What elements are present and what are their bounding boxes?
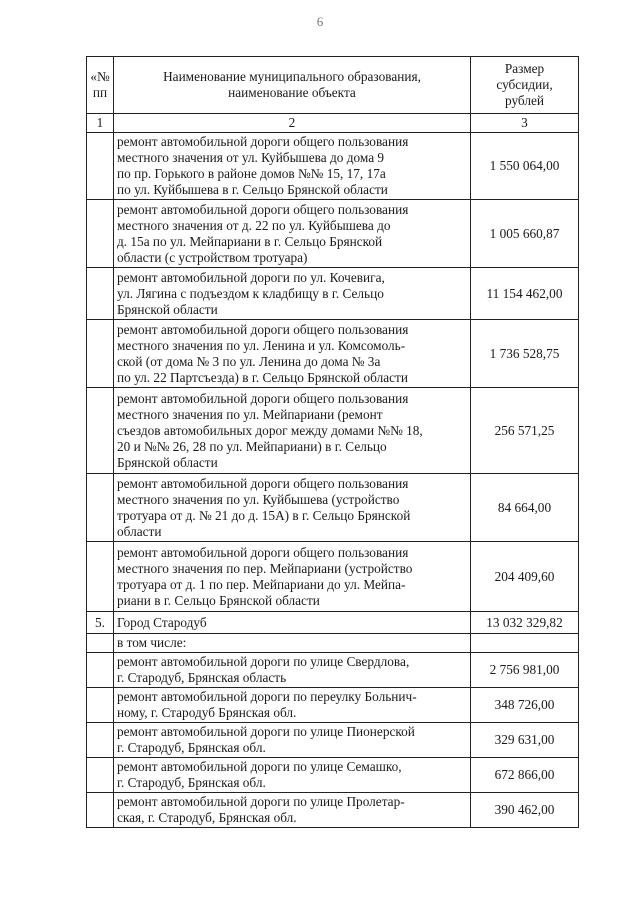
column-number: 2 [114, 114, 471, 133]
subsidy-amount: 329 631,00 [471, 723, 579, 758]
table-row [87, 268, 579, 320]
object-name: ремонт автомобильной дороги общего пользования местного значения от ул. Куйбышева до дома 9 по пр. Горького в районе домов №№ 15, 17, 17а по ул. Куйбышева в г. Сельцо Брянской области [114, 133, 471, 200]
table-row [87, 388, 579, 474]
object-name: ремонт автомобильной дороги общего пользования местного значения по ул. Мейпариани (ремонт съездов автомобильных дорог между домами №№ 18, 20 и №№ 26, 28 по ул. Мейпариани) в г. Сельцо Брянской области [114, 388, 471, 474]
object-name: в том числе: [114, 634, 471, 653]
object-name: ремонт автомобильной дороги общего пользования местного значения от д. 22 по ул. Куйбышева до д. 15а по ул. Мейпариани в г. Сельцо Брянской области (с устройством тротуара) [114, 200, 471, 268]
row-number [87, 388, 114, 474]
object-name: ремонт автомобильной дороги по переулку Больнич- ному, г. Стародуб Брянская обл. [114, 688, 471, 723]
subsidy-amount: 1 005 660,87 [471, 200, 579, 268]
object-name: ремонт автомобильной дороги общего пользования местного значения по ул. Ленина и ул. Комсомоль- ской (от дома № 3 по ул. Ленина до дома № 3а по ул. 22 Партсъезда) в г. Сельцо Брянской области [114, 320, 471, 388]
object-name: ремонт автомобильной дороги общего пользования местного значения по пер. Мейпариани (устройство тротуара от д. 1 по пер. Мейпариани до ул. Мейпа- риани в г. Сельцо Брянской области [114, 542, 471, 612]
subsidy-amount: 672 866,00 [471, 758, 579, 793]
object-name: ремонт автомобильной дороги по ул. Кочевига, ул. Лягина с подъездом к кладбищу в г. Сельцо Брянской области [114, 268, 471, 320]
column-number: 3 [471, 114, 579, 133]
table-row [87, 653, 579, 688]
subsidy-amount: 13 032 329,82 [471, 612, 579, 634]
object-name: ремонт автомобильной дороги по улице Свердлова, г. Стародуб, Брянская область [114, 653, 471, 688]
subsidy-amount: 204 409,60 [471, 542, 579, 612]
column-number: 1 [87, 114, 114, 133]
table-row [87, 688, 579, 723]
table-row [87, 634, 579, 653]
table-row [87, 542, 579, 612]
page-number: 6 [316, 14, 324, 29]
header-amount: Размер субсидии, рублей [471, 57, 579, 114]
column-number-row [87, 114, 579, 133]
table-row [87, 612, 579, 634]
row-number [87, 758, 114, 793]
row-number [87, 542, 114, 612]
object-name: ремонт автомобильной дороги по улице Семашко, г. Стародуб, Брянская обл. [114, 758, 471, 793]
subsidy-amount: 256 571,25 [471, 388, 579, 474]
subsidy-table [86, 56, 579, 828]
row-number [87, 268, 114, 320]
row-number [87, 320, 114, 388]
row-number [87, 474, 114, 542]
table-row [87, 320, 579, 388]
row-number [87, 653, 114, 688]
row-number [87, 793, 114, 828]
table-row [87, 723, 579, 758]
table-row [87, 133, 579, 200]
subsidy-amount: 11 154 462,00 [471, 268, 579, 320]
table-header-row [87, 57, 579, 114]
row-number [87, 200, 114, 268]
row-number [87, 133, 114, 200]
subsidy-amount: 2 756 981,00 [471, 653, 579, 688]
subsidy-amount: 84 664,00 [471, 474, 579, 542]
row-number [87, 688, 114, 723]
table-row [87, 200, 579, 268]
subsidy-amount: 1 550 064,00 [471, 133, 579, 200]
row-number: 5. [87, 612, 114, 634]
object-name: ремонт автомобильной дороги общего пользования местного значения по ул. Куйбышева (устройство тротуара от д. № 21 до д. 15А) в г. Сельцо Брянской области [114, 474, 471, 542]
subsidy-amount: 1 736 528,75 [471, 320, 579, 388]
object-name: ремонт автомобильной дороги по улице Пионерской г. Стародуб, Брянская обл. [114, 723, 471, 758]
header-number: «№ пп [87, 57, 114, 114]
subsidy-amount [471, 634, 579, 653]
row-number [87, 634, 114, 653]
table-row [87, 793, 579, 828]
object-name: ремонт автомобильной дороги по улице Пролетар- ская, г. Стародуб, Брянская обл. [114, 793, 471, 828]
object-name: Город Стародуб [114, 612, 471, 634]
subsidy-amount: 390 462,00 [471, 793, 579, 828]
table-row [87, 474, 579, 542]
row-number [87, 723, 114, 758]
table-row [87, 758, 579, 793]
subsidy-amount: 348 726,00 [471, 688, 579, 723]
header-name: Наименование муниципального образования, наименование объекта [114, 57, 471, 114]
